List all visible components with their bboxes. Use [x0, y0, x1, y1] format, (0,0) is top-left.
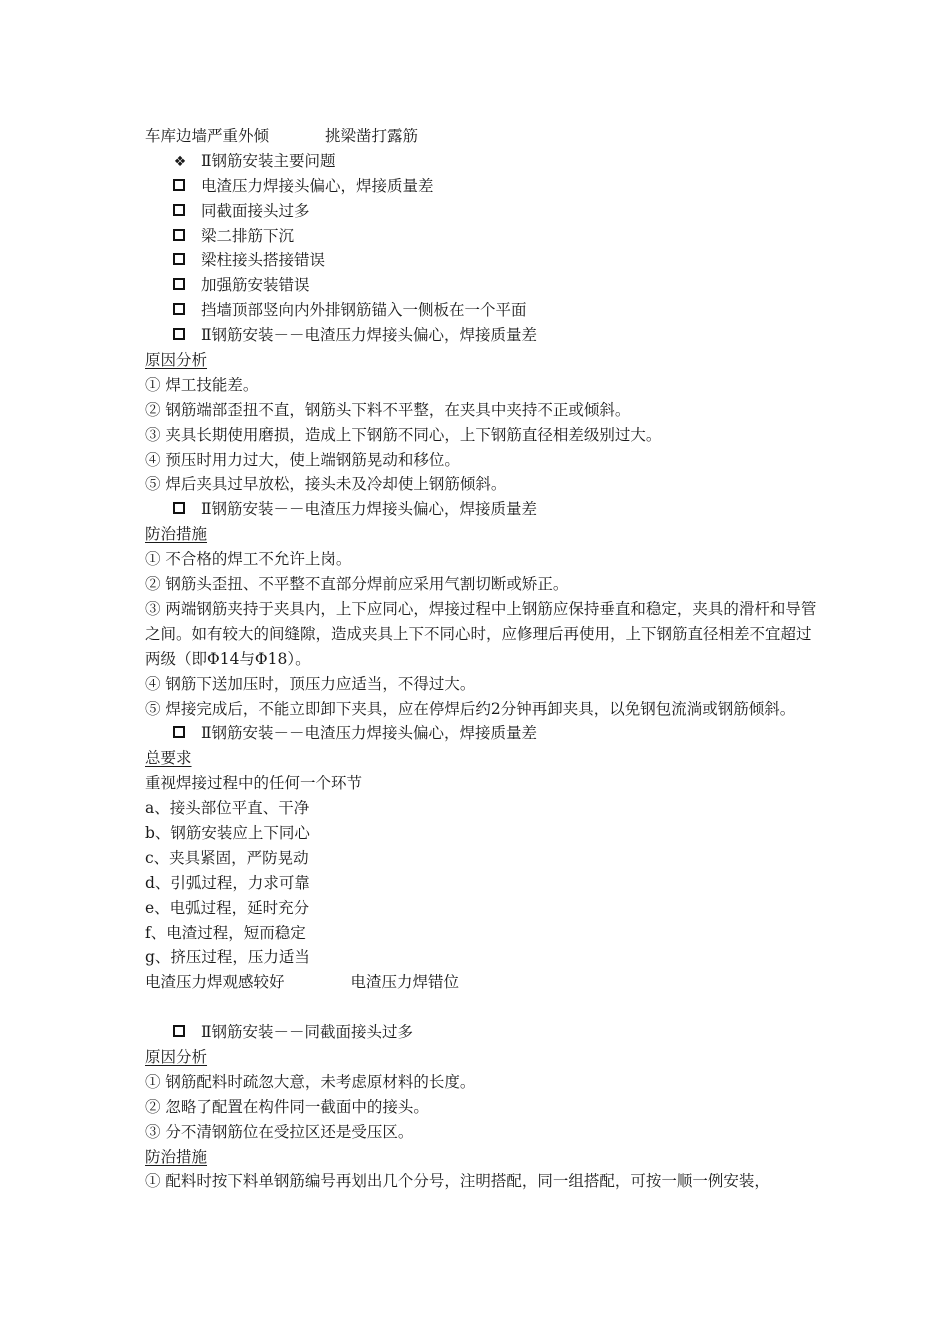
cause-label: 原因分析: [145, 1048, 208, 1067]
square-bullet-icon: [173, 253, 185, 265]
square-bullet-icon: [173, 328, 185, 340]
image-captions-bottom: [145, 970, 825, 995]
general-item: b、钢筋安装应上下同心: [145, 824, 310, 842]
general-intro: 重视焊接过程中的任何一个环节: [145, 774, 363, 793]
cause-label: 原因分析: [145, 351, 208, 370]
prevent-label: 防治措施: [145, 525, 208, 544]
section-title: ❖ Ⅱ钢筋安装主要问题: [145, 149, 825, 174]
cause-item: ② 忽略了配置在构件同一截面中的接头。: [145, 1097, 429, 1116]
list-item: 电渣压力焊接头偏心，焊接质量差: [145, 174, 825, 199]
measure-item: ④ 钢筋下送加压时，顶压力应适当，不得过大。: [145, 674, 476, 693]
caption: 挑梁凿打露筋: [325, 127, 419, 145]
list-item: 同截面接头过多: [145, 199, 825, 224]
topic-heading: Ⅱ钢筋安装－－同截面接头过多: [145, 1020, 825, 1045]
cause-item: ① 钢筋配料时疏忽大意，未考虑原材料的长度。: [145, 1072, 476, 1091]
cause-item: ③ 夹具长期使用磨损，造成上下钢筋不同心，上下钢筋直径相差级别过大。: [145, 425, 662, 444]
topic-heading: Ⅱ钢筋安装－－电渣压力焊接头偏心，焊接质量差: [145, 497, 825, 522]
general-label: 总要求: [145, 749, 192, 768]
general-item: c、夹具紧固，严防晃动: [145, 848, 309, 867]
measure-item: ① 不合格的焊工不允许上岗。: [145, 550, 352, 569]
topic-heading: Ⅱ钢筋安装－－电渣压力焊接头偏心，焊接质量差: [145, 323, 825, 348]
cause-item: ① 焊工技能差。: [145, 375, 259, 394]
cause-item: ② 钢筋端部歪扭不直，钢筋头下料不平整，在夹具中夹持不正或倾斜。: [145, 400, 631, 419]
measure-item: ② 钢筋头歪扭、不平整不直部分焊前应采用气割切断或矫正。: [145, 575, 569, 594]
cause-item: ⑤ 焊后夹具过早放松，接头未及冷却使上钢筋倾斜。: [145, 475, 507, 494]
measure-item: ① 配料时按下料单钢筋编号再划出几个分号，注明搭配，同一组搭配，可按一顺一例安装，: [145, 1172, 770, 1191]
square-bullet-icon: [173, 303, 185, 315]
problem-list: [145, 174, 825, 323]
square-bullet-icon: [173, 179, 185, 191]
square-bullet-icon: [173, 278, 185, 290]
square-bullet-icon: [173, 726, 185, 738]
measure-item: ⑤ 焊接完成后，不能立即卸下夹具，应在停焊后约2分钟再卸夹具，以免钢包流淌或钢筋倾斜。: [145, 699, 796, 718]
square-bullet-icon: [173, 502, 185, 514]
list-item: 梁柱接头搭接错误: [145, 248, 825, 273]
list-item: 加强筋安装错误: [145, 273, 825, 298]
square-bullet-icon: [173, 229, 185, 241]
cause-item: ④ 预压时用力过大，使上端钢筋晃动和移位。: [145, 450, 460, 469]
caption: 电渣压力焊错位: [350, 973, 460, 992]
square-bullet-icon: [173, 1025, 185, 1037]
general-item: e、电弧过程，延时充分: [145, 898, 310, 917]
diamond-bullet-icon: ❖: [173, 153, 187, 170]
topic-heading: Ⅱ钢筋安装－－电渣压力焊接头偏心，焊接质量差: [145, 721, 825, 746]
blank-line: [145, 995, 825, 1020]
general-item: a、接头部位平直、干净: [145, 799, 310, 818]
caption: 车库边墙严重外倾: [145, 127, 270, 145]
square-bullet-icon: [173, 204, 185, 216]
general-item: d、引弧过程，力求可靠: [145, 873, 310, 892]
document-page: [145, 124, 825, 1194]
measure-item: ③ 两端钢筋夹持于夹具内，上下应同心，焊接过程中上钢筋应保持垂直和稳定，夹具的滑杆和导管之间。如有较大的间缝隙，造成夹具上下不同心时，应修理后再使用，上下钢筋直径相差不宜超过两级（即Φ14与Φ18）。: [145, 599, 817, 668]
prevent-label: 防治措施: [145, 1147, 208, 1166]
general-item: f、电渣过程，短而稳定: [145, 923, 306, 942]
cause-item: ③ 分不清钢筋位在受拉区还是受压区。: [145, 1122, 414, 1141]
list-item: 梁二排筋下沉: [145, 224, 825, 249]
image-captions-top: [145, 124, 825, 149]
caption: 电渣压力焊观感较好: [145, 973, 285, 992]
list-item: 挡墙顶部竖向内外排钢筋锚入一侧板在一个平面: [145, 298, 825, 323]
general-item: g、挤压过程，压力适当: [145, 948, 310, 967]
